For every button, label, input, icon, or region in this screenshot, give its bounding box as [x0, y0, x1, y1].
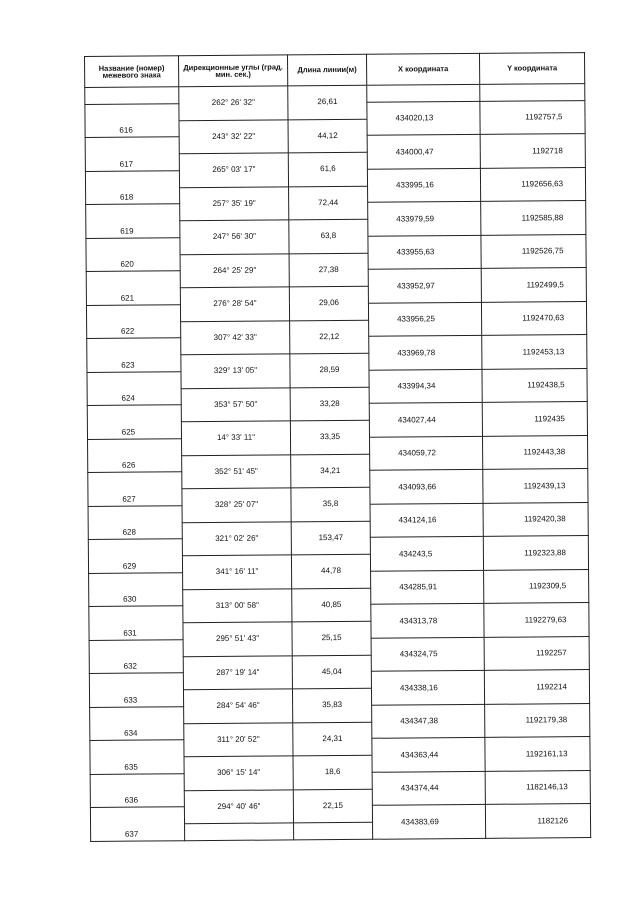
point-name-cell: 623 — [87, 338, 181, 372]
line-length-cell: 72,44 — [289, 186, 368, 220]
point-name-cell: 618 — [85, 171, 179, 205]
line-length-cell: 34,21 — [291, 454, 370, 488]
point-name-cell: 622 — [86, 305, 180, 339]
point-name-cell: 633 — [89, 673, 183, 707]
x-coordinate-cell: 434285,91 — [371, 570, 484, 604]
y-coordinate-cell: 1192179,38 — [485, 703, 590, 737]
direction-angle-cell: 311° 20' 52" — [184, 722, 293, 756]
point-name-cell: 625 — [87, 405, 181, 439]
y-coordinate-cell: 1192438,5 — [482, 368, 587, 402]
direction-angle-cell: 341° 16' 11" — [182, 555, 291, 589]
line-length-cell: 40,85 — [292, 588, 371, 622]
x-coordinate-cell: 433952,97 — [368, 269, 481, 303]
x-coordinate-cell: 434363,44 — [372, 738, 485, 772]
line-length-cell: 18,6 — [293, 755, 372, 789]
direction-angle-cell: 287° 19' 14" — [183, 655, 292, 689]
y-coordinate-cell: 1192656,63 — [480, 167, 585, 201]
x-coordinate-cell: 434243,5 — [370, 537, 483, 571]
x-coordinate-cell: 433955,63 — [368, 235, 481, 269]
line-length-cell: 63,8 — [289, 219, 368, 253]
x-coordinate-cell: 434093,66 — [370, 470, 483, 504]
header-line-length: Длина линии(м) — [287, 54, 366, 86]
point-name-cell: 632 — [89, 639, 183, 673]
table-body — [85, 84, 591, 842]
x-coordinate-cell: 434020,13 — [367, 101, 480, 135]
line-length-cell: 27,38 — [289, 253, 368, 287]
direction-angle-cell: 265° 03' 17" — [179, 153, 288, 187]
line-length-cell: 44,12 — [288, 119, 367, 153]
header-x-coordinate: X координата — [366, 53, 479, 85]
x-coordinate-cell: 433995,16 — [367, 168, 480, 202]
direction-angle-cell: 352° 51' 45" — [182, 454, 291, 488]
line-length-cell: 33,35 — [290, 420, 369, 454]
point-name-cell: 636 — [90, 773, 184, 807]
direction-angle-cell: 294° 40' 46" — [184, 789, 293, 823]
point-name-cell: 629 — [88, 539, 182, 573]
direction-angle-cell: 295° 51' 43" — [183, 622, 292, 656]
direction-angle-cell: 14° 33' 11" — [181, 421, 290, 455]
point-name-cell: 637 — [90, 807, 184, 841]
direction-angle-cell — [185, 823, 294, 841]
line-length-cell: 35,83 — [292, 688, 371, 722]
x-coordinate-cell: 433956,25 — [368, 302, 481, 336]
y-coordinate-cell — [480, 84, 585, 102]
direction-angle-cell: 257° 35' 19" — [180, 186, 289, 220]
line-length-cell: 153,47 — [291, 521, 370, 555]
direction-angle-cell: 353° 57' 50" — [181, 387, 290, 421]
point-name-cell: 626 — [88, 438, 182, 472]
line-length-cell: 24,31 — [293, 722, 372, 756]
line-length-cell: 29,06 — [289, 286, 368, 320]
y-coordinate-cell: 1192257 — [484, 636, 589, 670]
x-coordinate-cell: 434027,44 — [369, 403, 482, 437]
direction-angle-cell: 243° 32' 22" — [179, 119, 288, 153]
y-coordinate-cell: 1192470,63 — [481, 301, 586, 335]
point-name-cell: 631 — [89, 606, 183, 640]
y-coordinate-cell: 1192420,38 — [483, 502, 588, 536]
line-length-cell: 26,61 — [288, 85, 367, 119]
point-name-cell: 630 — [89, 572, 183, 606]
line-length-cell: 61,6 — [288, 152, 367, 186]
y-coordinate-cell: 1192279,63 — [484, 603, 589, 637]
y-coordinate-cell: 1192439,13 — [483, 469, 588, 503]
direction-angle-cell: 276° 28' 54" — [180, 287, 289, 321]
line-length-cell: 25,15 — [292, 621, 371, 655]
y-coordinate-cell: 1192585,88 — [481, 201, 586, 235]
x-coordinate-cell: 434313,78 — [371, 604, 484, 638]
document-page — [84, 52, 590, 842]
x-coordinate-cell: 434000,47 — [367, 135, 480, 169]
line-length-cell — [294, 822, 373, 839]
x-coordinate-cell: 434347,38 — [372, 704, 485, 738]
y-coordinate-cell: 1182146,13 — [485, 770, 590, 804]
header-point-name: Название (номер) межевого знака — [85, 56, 179, 88]
point-name-cell: 624 — [87, 371, 181, 405]
line-length-cell: 22,12 — [290, 320, 369, 354]
line-length-cell: 35,8 — [291, 487, 370, 521]
x-coordinate-cell: 434383,69 — [372, 805, 485, 839]
y-coordinate-cell: 1192443,38 — [482, 435, 587, 469]
point-name-cell: 628 — [88, 505, 182, 539]
direction-angle-cell: 328° 25' 07" — [182, 488, 291, 522]
x-coordinate-cell: 433994,34 — [369, 369, 482, 403]
point-name-cell: 621 — [86, 271, 180, 305]
point-name-cell: 627 — [88, 472, 182, 506]
x-coordinate-cell: 434059,72 — [370, 436, 483, 470]
header-y-coordinate: Y координата — [479, 53, 584, 85]
line-length-cell: 28,59 — [290, 353, 369, 387]
y-coordinate-cell: 1192718 — [480, 134, 585, 168]
direction-angle-cell: 264° 25' 29" — [180, 253, 289, 287]
direction-angle-cell: 313° 00' 58" — [183, 588, 292, 622]
x-coordinate-cell: 433979,59 — [368, 202, 481, 236]
direction-angle-cell: 321° 02' 26" — [182, 521, 291, 555]
point-name-cell: 617 — [85, 137, 179, 171]
boundary-coordinates-table — [84, 52, 591, 842]
point-name-cell: 616 — [85, 104, 179, 138]
y-coordinate-cell: 1192323,88 — [483, 536, 588, 570]
x-coordinate-cell: 434324,75 — [371, 637, 484, 671]
y-coordinate-cell: 1192214 — [484, 670, 589, 704]
y-coordinate-cell: 1192161,13 — [485, 737, 590, 771]
point-name-cell: 635 — [90, 740, 184, 774]
y-coordinate-cell: 1192453,13 — [482, 335, 587, 369]
direction-angle-cell: 306° 15' 14" — [184, 756, 293, 790]
line-length-cell: 33,28 — [290, 387, 369, 421]
x-coordinate-cell: 434338,16 — [371, 671, 484, 705]
point-name-cell: 634 — [90, 706, 184, 740]
y-coordinate-cell: 1192499,5 — [481, 268, 586, 302]
point-name-cell: 620 — [86, 238, 180, 272]
line-length-cell: 44,78 — [291, 554, 370, 588]
y-coordinate-cell: 1182126 — [485, 804, 590, 838]
point-name-cell — [85, 87, 179, 104]
y-coordinate-cell: 1192435 — [482, 402, 587, 436]
header-direction-angle: Дирекционные углы (град. мин. сек.) — [179, 55, 288, 87]
y-coordinate-cell: 1192526,75 — [481, 234, 586, 268]
x-coordinate-cell: 434374,44 — [372, 771, 485, 805]
direction-angle-cell: 247° 56' 30" — [180, 220, 289, 254]
x-coordinate-cell: 434124,16 — [370, 503, 483, 537]
point-name-cell: 619 — [86, 204, 180, 238]
y-coordinate-cell: 1192757,5 — [480, 100, 585, 134]
line-length-cell: 22,15 — [293, 789, 372, 823]
header-row — [85, 53, 585, 88]
direction-angle-cell: 307° 42' 33" — [181, 320, 290, 354]
x-coordinate-cell — [367, 84, 480, 102]
line-length-cell: 45,04 — [292, 655, 371, 689]
x-coordinate-cell: 433969,78 — [369, 336, 482, 370]
direction-angle-cell: 262° 26' 32" — [179, 86, 288, 120]
direction-angle-cell: 329° 13' 05" — [181, 354, 290, 388]
y-coordinate-cell: 1192309,5 — [484, 569, 589, 603]
direction-angle-cell: 284° 54' 46" — [183, 689, 292, 723]
